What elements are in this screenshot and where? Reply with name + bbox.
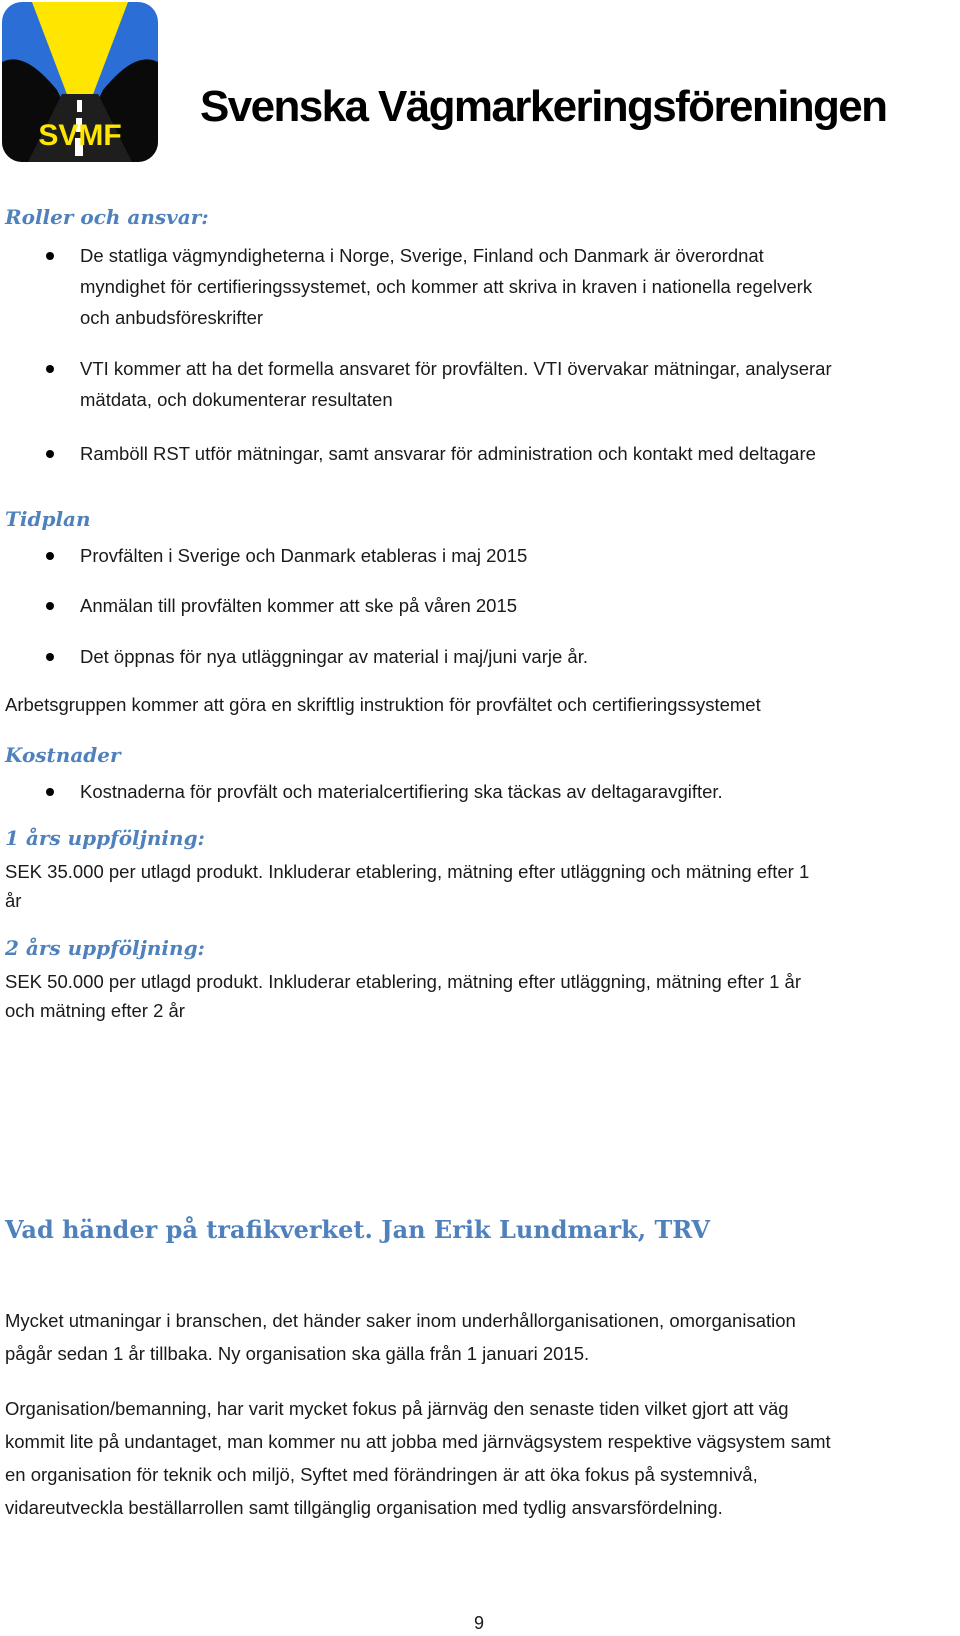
svmf-logo [2,2,158,162]
list-item: De statliga vägmyndigheterna i Norge, Sverige, Finland och Danmark är överordnat myndighet för certifieringssystemet, och kommer att skriva in kraven i nationella regelverk och anbudsföreskrifter [80,240,812,333]
paragraph: SEK 50.000 per utlagd produkt. Inkluderar etablering, mätning efter utläggning, mätning efter 1 år och mätning efter 2 år [5,971,801,1021]
section-heading-roles: Roller och ansvar: [5,205,209,229]
list-item: Ramböll RST utför mätningar, samt ansvarar för administration och kontakt med deltagare [80,438,816,469]
bullet-icon [46,653,54,661]
bullet-icon [46,252,54,260]
bullet-icon [46,450,54,458]
logo-text: SVMF [38,119,122,152]
list-item: VTI kommer att ha det formella ansvaret för provfälten. VTI övervakar mätningar, analyserar mätdata, och dokumenterar resultaten [80,353,832,415]
list-item: Provfälten i Sverige och Danmark etableras i maj 2015 [80,540,527,571]
organization-name: Svenska Vägmarkeringsföreningen [200,82,887,131]
paragraph: Arbetsgruppen kommer att göra en skriftlig instruktion för provfältet och certifieringssystemet [5,694,761,715]
subheading-1-year: 1 års uppföljning: [5,826,205,850]
paragraph: Mycket utmaningar i branschen, det händer saker inom underhållorganisationen, omorganisation pågår sedan 1 år tillbaka. Ny organisation ska gälla från 1 januari 2015. [5,1310,796,1364]
bullet-icon [46,602,54,610]
paragraph: SEK 35.000 per utlagd produkt. Inkluderar etablering, mätning efter utläggning och mätning efter 1 år [5,861,810,911]
section-heading-trafikverket: Vad händer på trafikverket. Jan Erik Lundmark, TRV [5,1215,711,1244]
subheading-2-year: 2 års uppföljning: [5,936,205,960]
list-item: Kostnaderna för provfält och materialcertifiering ska täckas av deltagaravgifter. [80,776,723,807]
bullet-icon [46,788,54,796]
paragraph: Organisation/bemanning, har varit mycket fokus på järnväg den senaste tiden vilket gjort att väg kommit lite på undantaget, man kommer nu att jobba med järnvägsystem respektive vägsystem samt en organisation för teknik och miljö, Syftet med förändringen är att öka fokus på systemnivå, vidareutveckla beställarrollen samt tillgänglig organisation med tydlig ansvarsfördelning. [5,1398,831,1518]
section-heading-tidplan: Tidplan [5,507,91,531]
list-item: Anmälan till provfälten kommer att ske på våren 2015 [80,590,517,621]
section-heading-kostnader: Kostnader [5,743,121,767]
page-number: 9 [474,1613,485,1633]
list-item: Det öppnas för nya utläggningar av material i maj/juni varje år. [80,641,588,672]
bullet-icon [46,365,54,373]
bullet-icon [46,552,54,560]
